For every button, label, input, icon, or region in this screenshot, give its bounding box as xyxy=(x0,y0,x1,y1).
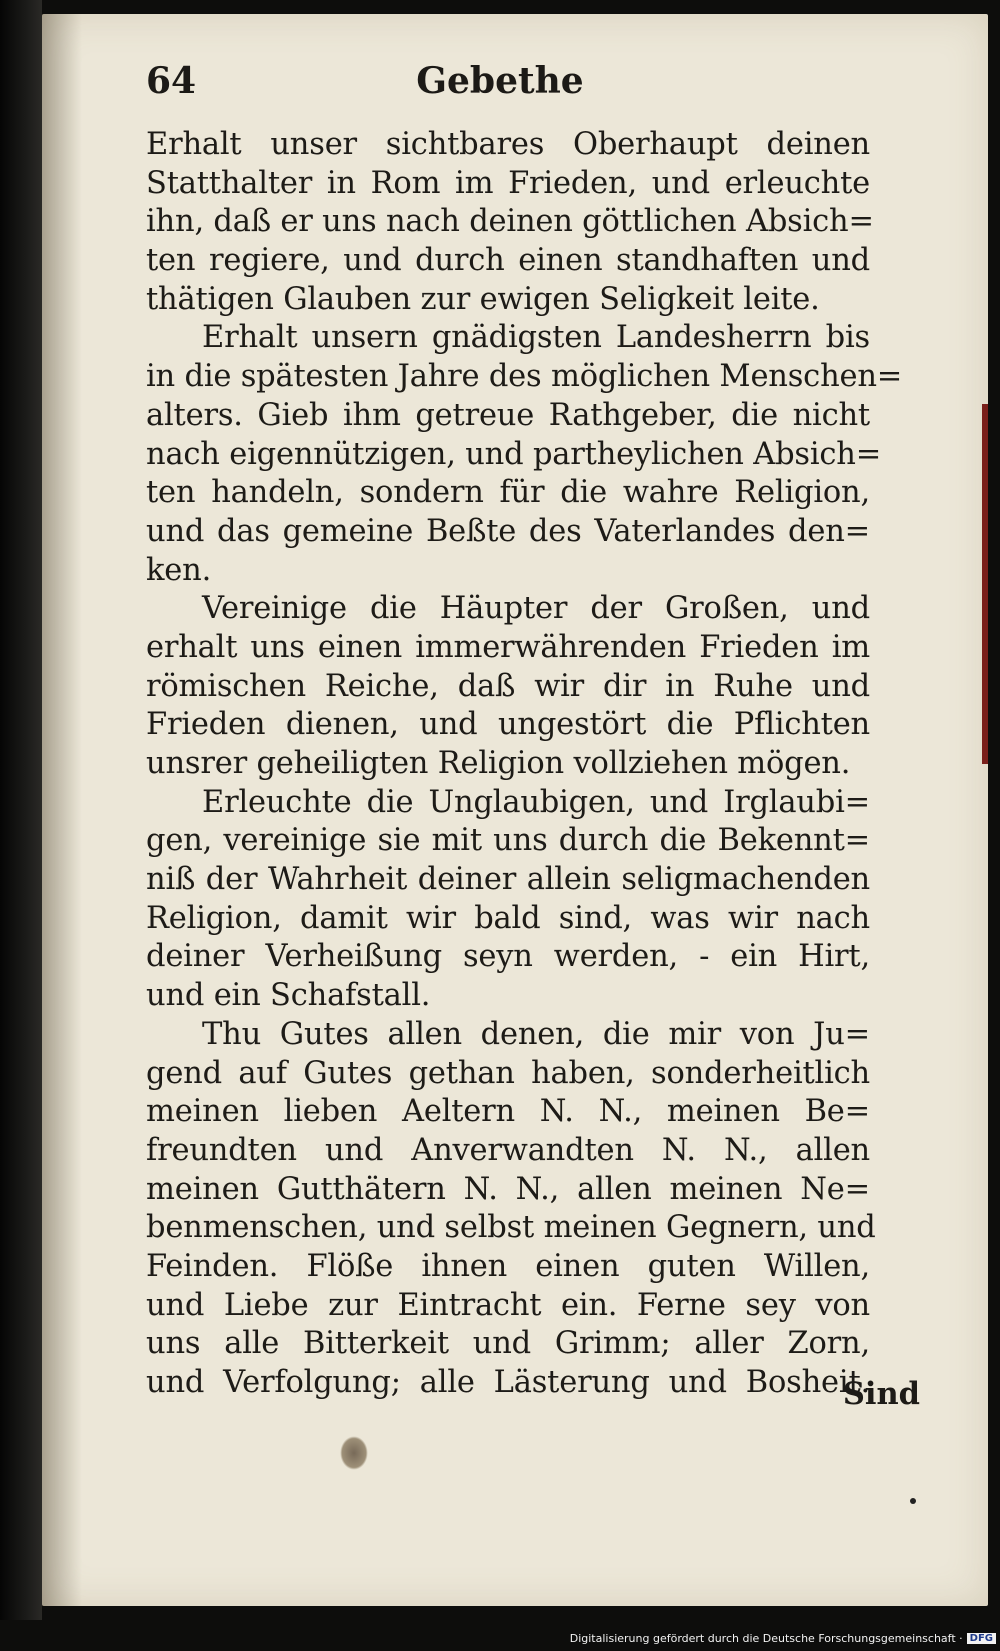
text-line: Erhalt unser sichtbares Oberhaupt deinen xyxy=(146,127,870,162)
text-line: unsrer geheiligten Religion vollziehen mögen. xyxy=(146,746,851,781)
text-line: uns alle Bitterkeit und Grimm; aller Zorn, xyxy=(146,1326,870,1362)
text-line: benmenschen, und selbst meinen Gegnern, und xyxy=(146,1210,876,1246)
text-line: gend auf Gutes gethan haben, sonderheitlich xyxy=(146,1055,870,1091)
text-line: und das gemeine Beßte des Vaterlandes den= xyxy=(146,513,870,549)
text-line: Frieden dienen, und ungestört die Pflichten xyxy=(146,707,870,743)
text-line: Erhalt unsern gnädigsten Landesherrn bis xyxy=(202,320,870,356)
text-line: freundten und Anverwandten N. N., allen xyxy=(146,1132,870,1168)
running-head: Gebethe xyxy=(416,60,584,102)
text-line: und ein Schafstall. xyxy=(146,978,431,1014)
catchword: Sind xyxy=(842,1376,920,1412)
text-line: ken. xyxy=(146,552,212,588)
text-line: Feinden. Flöße ihnen einen guten Willen, xyxy=(146,1248,870,1284)
text-line: meinen Gutthätern N. N., allen meinen Ne= xyxy=(146,1171,870,1207)
page-edge-marker xyxy=(982,404,988,764)
text-line: Religion, damit wir bald sind, was wir nach xyxy=(146,900,870,936)
text-line: nach eigennützigen, und partheylichen Absich= xyxy=(146,436,882,472)
text-line: ihn, daß er uns nach deinen göttlichen Absich= xyxy=(146,204,874,240)
text-line: thätigen Glauben zur ewigen Seligkeit leite. xyxy=(146,281,820,317)
ink-stain xyxy=(340,1436,368,1470)
digitization-credit xyxy=(570,1632,996,1645)
text-line: Thu Gutes allen denen, die mir von Ju= xyxy=(202,1016,870,1052)
dfg-logo: DFG xyxy=(967,1633,996,1644)
text-line: und Verfolgung; alle Lästerung und Bosheit. xyxy=(146,1365,870,1400)
text-line: in die spätesten Jahre des möglichen Menschen= xyxy=(146,359,903,395)
text-line: Erleuchte die Unglaubigen, und Irglaubi= xyxy=(202,784,870,820)
text-line: erhalt uns einen immerwährenden Frieden im xyxy=(146,629,870,665)
text-line: meinen lieben Aeltern N. N., meinen Be= xyxy=(146,1094,870,1130)
text-line: und Liebe zur Eintracht ein. Ferne sey von xyxy=(146,1287,870,1323)
text-line: ten regiere, und durch einen standhaften und xyxy=(146,243,870,279)
page-header xyxy=(140,60,920,110)
page-number: 64 xyxy=(146,60,197,102)
text-line: Statthalter in Rom im Frieden, und erleuchte xyxy=(146,165,870,201)
body-text xyxy=(146,126,903,1403)
ink-dot xyxy=(910,1498,916,1504)
text-line: niß der Wahrheit deiner allein seligmachenden xyxy=(146,862,870,898)
text-line: alters. Gieb ihm getreue Rathgeber, die nicht xyxy=(146,397,870,433)
credit-text: Digitalisierung gefördert durch die Deutsche Forschungsgemeinschaft · xyxy=(569,1632,963,1645)
text-line: deiner Verheißung seyn werden, - ein Hirt, xyxy=(146,939,870,975)
book-spine-shadow xyxy=(0,0,42,1620)
text-line: Vereinige die Häupter der Großen, und xyxy=(202,591,870,627)
text-line: gen, vereinige sie mit uns durch die Bekennt= xyxy=(146,823,870,859)
text-line: römischen Reiche, daß wir dir in Ruhe und xyxy=(146,668,870,704)
text-line: ten handeln, sondern für die wahre Religion, xyxy=(146,475,870,511)
